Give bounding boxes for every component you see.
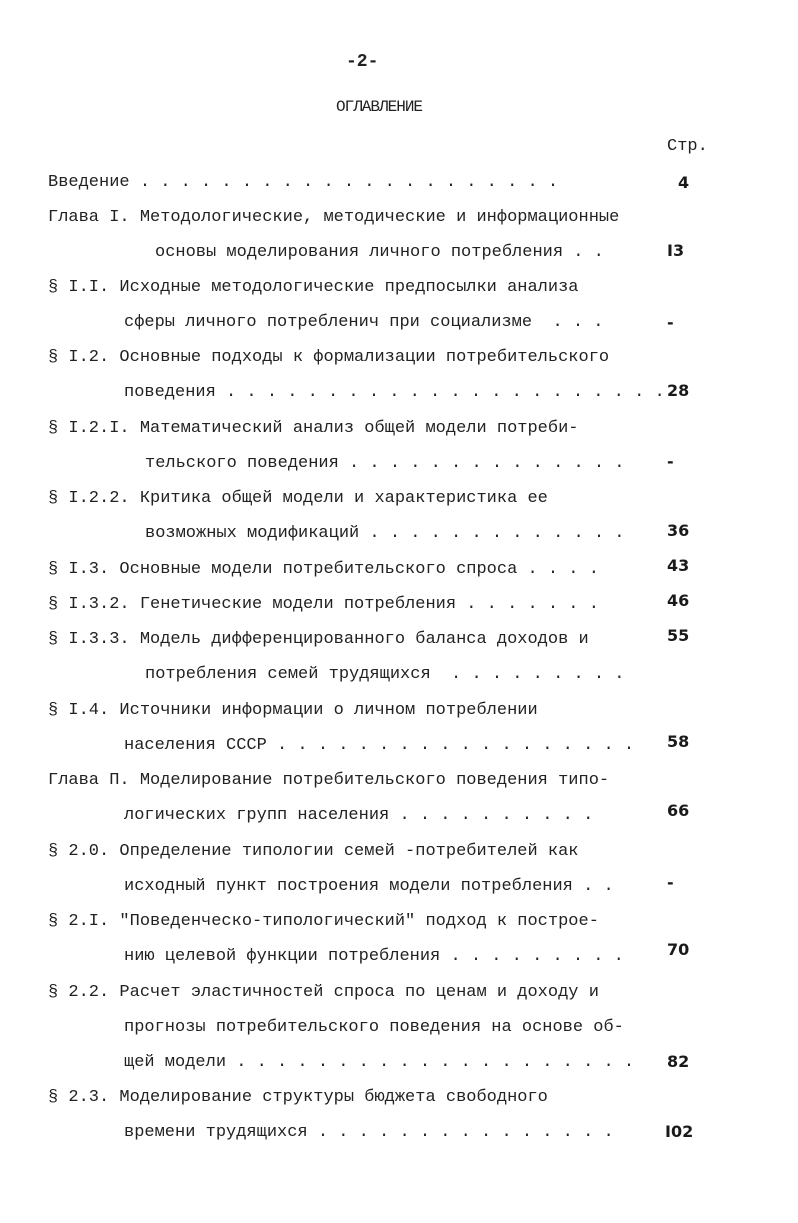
toc-entry-line: § 2.0. Определение типологии семей -потребителей как	[48, 842, 579, 861]
toc-page-number: I02	[665, 1122, 694, 1141]
toc-page-number: -	[667, 452, 674, 471]
toc-entry-line: § I.I. Исходные методологические предпосылки анализа	[48, 278, 579, 297]
toc-entry-line: § I.2.I. Математический анализ общей модели потреби-	[48, 419, 579, 438]
toc-entry-line: возможных модификаций . . . . . . . . . . . . .	[145, 524, 625, 543]
toc-page-number: 82	[667, 1052, 690, 1071]
toc-page-number: 70	[667, 940, 690, 959]
toc-page-number: -	[667, 873, 674, 892]
toc-entry-line: § I.3.3. Модель дифференцированного баланса доходов и	[48, 630, 589, 649]
toc-entry-line: § 2.3. Моделирование структуры бюджета свободного	[48, 1088, 548, 1107]
toc-entry-line: § 2.I. "Поведенческо-типологический" подход к построе-	[48, 912, 599, 931]
toc-entry-line: сферы личного потребленич при социализме . . .	[124, 313, 604, 332]
toc-entry-line: потребления семей трудящихся . . . . . . . . .	[145, 665, 625, 684]
toc-page-number: 43	[667, 556, 690, 575]
toc-entry-line: исходный пункт построения модели потребления . .	[124, 877, 614, 896]
toc-entry-line: § I.3. Основные модели потребительского спроса . . . .	[48, 560, 599, 579]
toc-entry-line: Глава П. Моделирование потребительского поведения типо-	[48, 771, 610, 790]
toc-page-number: 66	[667, 801, 690, 820]
toc-page-number: 55	[667, 626, 690, 645]
toc-page-number: 58	[667, 732, 690, 751]
toc-entry-line: § I.2.2. Критика общей модели и характеристика ее	[48, 489, 548, 508]
toc-entry-line: времени трудящихся . . . . . . . . . . . . . . .	[124, 1123, 614, 1142]
page-column-label: Стр.	[667, 137, 708, 156]
toc-entry-line: основы моделирования личного потребления . .	[155, 243, 604, 262]
toc-page-number: I3	[667, 241, 685, 260]
toc-entry-line: тельского поведения . . . . . . . . . . . . . .	[145, 454, 625, 473]
toc-entry-line: населения СССР . . . . . . . . . . . . . . . . . .	[124, 736, 635, 755]
toc-page-number: -	[667, 313, 674, 332]
toc-entry-line: Введение . . . . . . . . . . . . . . . . . . . . .	[48, 173, 559, 192]
toc-entry-line: Глава I. Методологические, методические и информационные	[48, 208, 620, 227]
toc-entry-line: прогнозы потребительского поведения на основе об-	[124, 1018, 624, 1037]
toc-entry-line: § I.2. Основные подходы к формализации потребительского	[48, 348, 610, 367]
toc-entry-line: § I.3.2. Генетические модели потребления . . . . . . .	[48, 595, 599, 614]
page-title: ОГЛАВЛЕНИЕ	[336, 98, 423, 116]
toc-page-number: 4	[678, 173, 690, 192]
toc-entry-line: щей модели . . . . . . . . . . . . . . . . . . . .	[124, 1053, 635, 1072]
toc-entry-line: поведения . . . . . . . . . . . . . . . . . . . . . .	[124, 383, 665, 402]
toc-entry-line: § I.4. Источники информации о личном потреблении	[48, 701, 538, 720]
toc-page-number: 36	[667, 521, 690, 540]
toc-page-number: 28	[667, 381, 690, 400]
toc-entry-line: нию целевой функции потребления . . . . . . . . .	[124, 947, 624, 966]
toc-page-number: 46	[667, 591, 690, 610]
toc-entry-line: логических групп населения . . . . . . . . . .	[124, 806, 594, 825]
toc-entry-line: § 2.2. Расчет эластичностей спроса по ценам и доходу и	[48, 983, 599, 1002]
page-number: -2-	[346, 52, 379, 72]
